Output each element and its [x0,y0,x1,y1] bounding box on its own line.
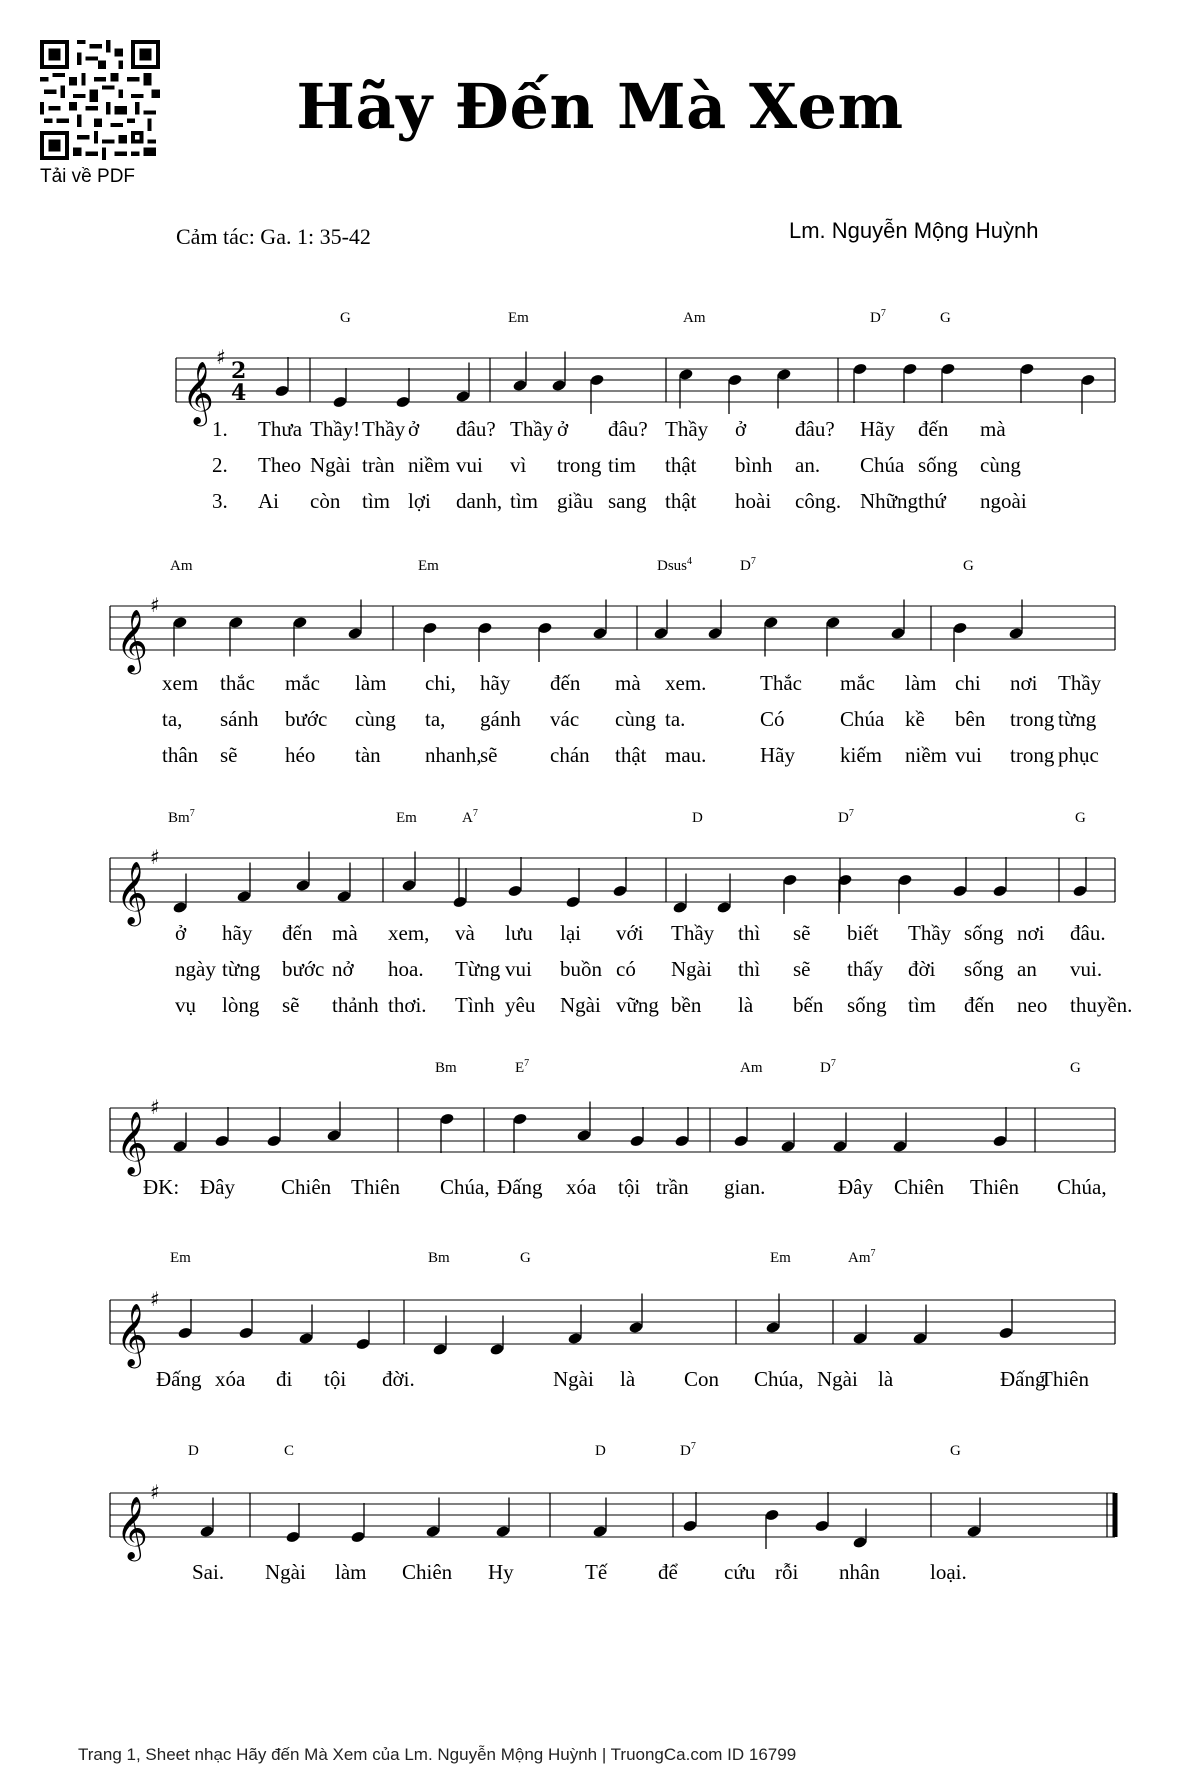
key-signature-sharp-icon: ♯ [150,845,160,869]
treble-clef-icon: 𝄞 [182,361,214,424]
key-signature-sharp-icon: ♯ [150,1095,160,1119]
chord-symbol: Em [418,558,439,574]
lyric-syllable: và [455,921,475,945]
lyric-syllable: vui [955,743,982,767]
lyric-syllable: Ngài [671,957,712,981]
lyric-syllable: Con [684,1367,720,1391]
lyric-syllable: Chúa [840,707,885,731]
lyric-syllable: Chúa, [754,1367,804,1391]
lyric-syllable: trong [557,453,602,477]
lyric-syllable: mà [332,921,358,945]
lyric-syllable: gian. [724,1175,766,1199]
lyric-syllable: thật [665,489,697,513]
lyric-syllable: nhân [839,1560,880,1584]
lyric-syllable: đến [550,671,581,695]
lyric-syllable: đâu. [1070,921,1106,945]
lyric-syllable: tội [618,1175,641,1199]
lyric-syllable: nhanh, [425,743,482,767]
staff-system [110,1441,1115,1584]
staff-system [110,1248,1115,1391]
lyric-syllable: ta, [162,707,183,731]
lyric-syllable: Đấng [497,1175,543,1199]
chord-symbol: G [940,310,951,326]
staff-system [110,1058,1115,1199]
lyric-syllable: Chiên [281,1175,332,1199]
chord-symbol: C [284,1443,295,1459]
lyric-syllable: mắc [840,671,875,695]
lyric-syllable: đến [964,993,995,1017]
lyric-syllable: Chúa [860,453,905,477]
chord-symbol: $D^7$ [740,556,756,574]
lyric-syllable: Những [860,489,919,513]
lyric-syllable: vụ [175,993,196,1017]
staff-system [110,556,1115,767]
lyric-syllable: mà [615,671,641,695]
composer: Lm. Nguyễn Mộng Huỳnh [789,218,1039,243]
chord-symbol: Dsus$^4$ [657,556,693,574]
lyric-syllable: sống [918,453,958,477]
lyric-syllable: héo [285,743,316,767]
lyric-syllable: chi, [425,671,456,695]
lyric-syllable: Thiên [351,1175,400,1199]
lyric-syllable: ngày [175,957,216,981]
lyric-syllable: ta, [425,707,446,731]
lyric-syllable: đi [276,1367,293,1391]
key-signature-sharp-icon: ♯ [150,1287,160,1311]
lyric-syllable: giầu [557,489,594,513]
lyric-syllable: tìm [362,489,391,513]
lyric-syllable: ngoài [980,489,1027,513]
lyric-syllable: phục [1058,743,1099,767]
treble-clef-icon: 𝄞 [116,861,148,924]
lyric-syllable: với [616,921,644,945]
song-title: Hãy Đến Mà Xem [296,70,904,143]
lyric-syllable: Chiên [894,1175,945,1199]
lyric-syllable: Đây [838,1175,873,1199]
lyric-syllable: xóa [215,1367,246,1391]
lyric-syllable: cùng [355,707,396,731]
time-signature-bottom: 4 [231,380,247,406]
lyric-syllable: Đây [200,1175,235,1199]
lyric-syllable: nơi [1010,671,1038,695]
lyric-syllable: thật [615,743,647,767]
lyric-syllable: đến [282,921,313,945]
lyric-syllable: mau. [665,743,707,767]
lyric-syllable: xem [162,671,199,695]
chord-symbol: Em [508,310,529,326]
lyric-syllable: Hãy [760,743,795,767]
page-footer: Trang 1, Sheet nhạc Hãy đến Mà Xem của Lm. Nguyễn Mộng Huỳnh | TruongCa.com ID 16799 [78,1745,797,1764]
chord-symbol: $D^7$ [838,808,854,826]
lyric-syllable: ở [557,417,569,441]
chord-symbol: G [950,1443,961,1459]
chord-symbol: G [1075,810,1086,826]
lyric-syllable: biết [847,921,879,945]
lyric-syllable: Đấng [156,1367,202,1391]
lyric-syllable: vì [510,453,527,477]
lyric-syllable: sẽ [793,921,811,945]
lyric-syllable: lưu [505,921,533,945]
lyric-syllable: sẽ [220,743,238,767]
lyric-syllable: thắc [220,671,255,695]
lyric-syllable: 2. [212,453,228,477]
lyric-syllable: Hãy [860,417,895,441]
lyric-syllable: hoa. [388,957,424,981]
lyric-syllable: an. [795,453,821,477]
lyric-syllable: chán [550,743,590,767]
lyric-syllable: hoài [735,489,772,513]
time-signature-top: 2 [231,358,247,384]
lyric-syllable: an [1017,957,1037,981]
lyric-syllable: sống [964,921,1004,945]
lyric-syllable: niềm [905,743,947,767]
chord-symbol: D [595,1443,606,1459]
lyric-syllable: hãy [480,671,511,695]
lyric-syllable: cứu [724,1560,756,1584]
lyric-syllable: nở [332,957,354,981]
lyric-syllable: vui. [1070,957,1103,981]
chord-symbol: Am$^7$ [848,1248,876,1266]
lyric-syllable: tìm [510,489,539,513]
chord-symbol: $A^7$ [462,808,478,826]
lyric-syllable: thật [665,453,697,477]
lyric-syllable: Thầy! [310,417,361,441]
lyric-syllable: Thầy [671,921,715,945]
lyric-syllable: Ngài [265,1560,306,1584]
lyric-syllable: Từng [455,957,501,981]
lyric-syllable: thấy [847,957,884,981]
lyric-syllable: Thầy [665,417,709,441]
chord-symbol: $D^7$ [820,1058,836,1076]
lyric-syllable: Sai. [192,1560,225,1584]
lyric-syllable: là [878,1367,894,1391]
lyric-syllable: Tình [455,993,495,1017]
lyric-syllable: Tế [585,1560,608,1584]
key-signature-sharp-icon: ♯ [150,1480,160,1504]
lyric-syllable: bước [282,957,325,981]
lyric-syllable: vác [550,707,580,731]
lyric-syllable: đến [918,417,949,441]
chord-symbol: D [692,810,703,826]
chord-symbol: G [1070,1060,1081,1076]
lyric-syllable: để [658,1560,678,1584]
lyric-syllable: đâu? [795,417,835,441]
lyric-syllable: lòng [222,993,260,1017]
lyric-syllable: Thầy [908,921,952,945]
lyric-syllable: 1. [212,417,228,441]
lyric-syllable: bình [735,453,773,477]
chord-symbol: $D^7$ [870,308,886,326]
lyric-syllable: Thưa [258,417,303,441]
lyric-syllable: thơi. [388,993,427,1017]
lyric-syllable: thì [738,957,761,981]
lyric-syllable: mắc [285,671,320,695]
lyric-syllable: bền [671,993,702,1017]
lyric-syllable: Ai [258,489,279,513]
lyric-syllable: buồn [560,957,602,981]
lyric-syllable: lợi [408,489,431,513]
lyric-syllable: xóa [566,1175,597,1199]
lyric-syllable: công. [795,489,842,513]
lyric-syllable: còn [310,489,341,513]
lyric-syllable: làm [335,1560,367,1584]
lyric-syllable: niềm [408,453,450,477]
treble-clef-icon: 𝄞 [116,1496,148,1559]
treble-clef-icon: 𝄞 [116,609,148,672]
lyric-syllable: đâu? [608,417,648,441]
source-note: Cảm tác: Ga. 1: 35-42 [176,224,371,249]
lyric-syllable: cùng [615,707,656,731]
lyric-syllable: từng [1058,707,1097,731]
lyric-syllable: Chúa, [440,1175,490,1199]
chord-symbol: G [340,310,351,326]
lyric-syllable: Hy [488,1560,514,1584]
lyric-syllable: từng [222,957,261,981]
lyric-syllable: Chúa, [1057,1175,1107,1199]
lyric-syllable: thì [738,921,761,945]
lyric-syllable: sẽ [480,743,498,767]
lyric-syllable: Thiên [1040,1367,1089,1391]
lyric-syllable: Theo [258,453,302,477]
lyric-syllable: gánh [480,707,521,731]
lyric-syllable: nơi [1017,921,1045,945]
lyric-syllable: kề [905,707,925,731]
lyric-syllable: chi [955,671,981,695]
lyric-syllable: kiếm [840,743,882,767]
chord-symbol: Bm [428,1250,450,1266]
lyric-syllable: là [738,993,754,1017]
lyric-syllable: có [616,957,636,981]
chord-symbol: D [188,1443,199,1459]
lyric-syllable: hãy [222,921,253,945]
lyric-syllable: Thầy [510,417,554,441]
lyric-syllable: Đấng [1000,1367,1046,1391]
staff-system [176,308,1115,513]
lyric-syllable: Ngài [553,1367,594,1391]
lyric-syllable: mà [980,417,1006,441]
chord-symbol: Em [170,1250,191,1266]
chord-symbol: Am [740,1060,763,1076]
lyric-syllable: sang [608,489,647,513]
chord-symbol: Em [770,1250,791,1266]
lyric-syllable: đâu? [456,417,496,441]
lyric-syllable: sống [964,957,1004,981]
chord-symbol: Am [170,558,193,574]
lyric-syllable: yêu [505,993,536,1017]
lyric-syllable: trần [656,1175,689,1199]
chord-symbol: Am [683,310,706,326]
lyric-syllable: bước [285,707,328,731]
key-signature-sharp-icon: ♯ [150,593,160,617]
lyric-syllable: Ngài [560,993,601,1017]
lyric-syllable: trong [1010,707,1055,731]
lyric-syllable: Thắc [760,671,802,695]
treble-clef-icon: 𝄞 [116,1303,148,1366]
chord-symbol: Bm [435,1060,457,1076]
lyric-syllable: tràn [362,453,395,477]
lyric-syllable: ở [408,417,420,441]
lyric-syllable: Thầy [362,417,406,441]
lyric-syllable: loại. [930,1560,967,1584]
lyric-syllable: 3. [212,489,228,513]
lyric-syllable: thân [162,743,199,767]
lyric-syllable: sẽ [282,993,300,1017]
lyric-syllable: sẽ [793,957,811,981]
key-signature-sharp-icon: ♯ [216,345,226,369]
lyric-syllable: Ngài [817,1367,858,1391]
lyric-syllable: bến [793,993,824,1017]
lyric-syllable: ĐK: [143,1175,180,1199]
staff-system [110,808,1132,1017]
chord-symbol: Em [396,810,417,826]
lyric-syllable: tìm [908,993,937,1017]
lyric-syllable: cùng [980,453,1021,477]
lyric-syllable: Thiên [970,1175,1019,1199]
lyric-syllable: là [620,1367,636,1391]
lyric-syllable: ta. [665,707,686,731]
chord-symbol: Bm$^7$ [168,808,195,826]
lyric-syllable: vui [456,453,483,477]
lyric-syllable: sánh [220,707,259,731]
lyric-syllable: vững [616,993,659,1017]
lyric-syllable: lại [560,921,581,945]
lyric-syllable: thứ [918,489,946,513]
lyric-syllable: tàn [355,743,381,767]
lyric-syllable: đời [908,957,936,981]
lyric-syllable: vui [505,957,532,981]
chord-symbol: $D^7$ [680,1441,696,1459]
lyric-syllable: Chiên [402,1560,453,1584]
lyric-syllable: trong [1010,743,1055,767]
lyric-syllable: làm [905,671,937,695]
lyric-syllable: thuyền. [1070,993,1133,1017]
lyric-syllable: làm [355,671,387,695]
lyric-syllable: sống [847,993,887,1017]
lyric-syllable: danh, [456,489,503,513]
lyric-syllable: thảnh [332,993,379,1017]
lyric-syllable: xem, [388,921,430,945]
lyric-syllable: tim [608,453,637,477]
download-pdf-link[interactable]: Tải về PDF [40,166,136,187]
lyric-syllable: tội [324,1367,347,1391]
treble-clef-icon: 𝄞 [116,1111,148,1174]
lyric-syllable: ở [175,921,187,945]
lyric-syllable: xem. [665,671,707,695]
chord-symbol: G [963,558,974,574]
lyric-syllable: bên [955,707,986,731]
lyric-syllable: Thầy [1058,671,1102,695]
lyric-syllable: Có [760,707,785,731]
lyric-syllable: Ngài [310,453,351,477]
lyric-syllable: rỗi [775,1560,799,1584]
lyric-syllable: ở [735,417,747,441]
chord-symbol: G [520,1250,531,1266]
lyric-syllable: neo [1017,993,1048,1017]
chord-symbol: $E^7$ [515,1058,530,1076]
lyric-syllable: đời. [382,1367,415,1391]
